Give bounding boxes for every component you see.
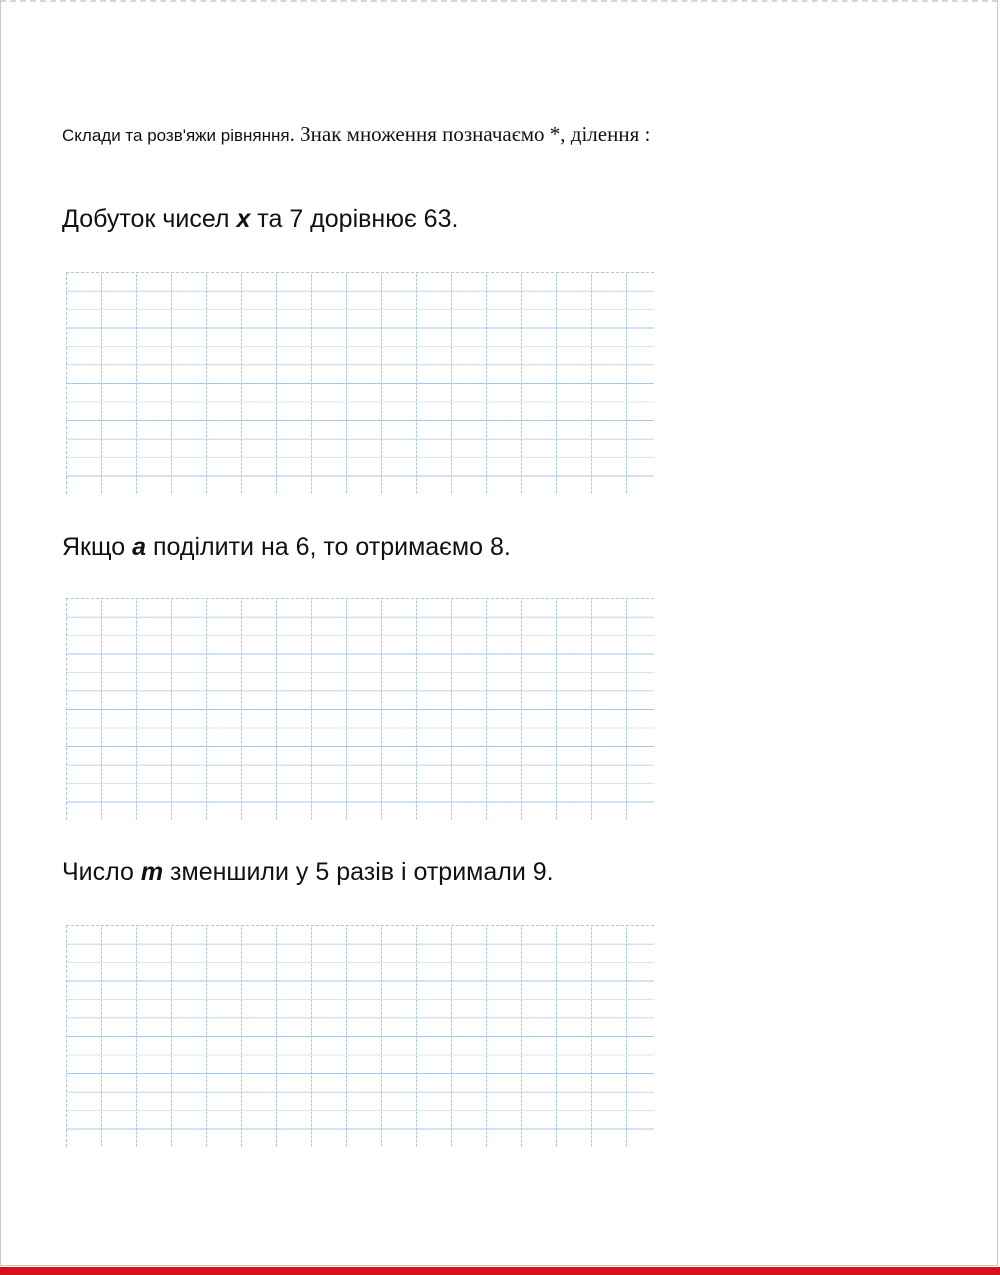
task-2-variable: a [132, 533, 147, 561]
task-1-text-after: та 7 дорівнює 63. [250, 205, 459, 233]
task-1-text-before: Добуток чисел [62, 205, 237, 233]
instruction-text [62, 122, 650, 147]
task-2-statement [62, 533, 511, 562]
task-1-variable: x [236, 205, 251, 233]
instruction-part-1: Склади та розв'яжи рівняння [62, 126, 290, 145]
task-1-answer-grid[interactable] [66, 272, 654, 494]
task-1-statement [62, 205, 458, 234]
task-3-variable: m [140, 858, 164, 886]
bottom-red-bar [0, 1267, 1000, 1275]
task-2-answer-grid[interactable] [66, 598, 654, 820]
task-3-text-after: зменшили у 5 разів і отримали 9. [163, 858, 554, 886]
task-2-text-after: поділити на 6, то отримаємо 8. [146, 533, 511, 561]
task-3-text-before: Число [62, 858, 141, 886]
task-3-statement [62, 858, 554, 887]
task-2-text-before: Якщо [62, 533, 133, 561]
instruction-part-2: . Знак множення позначаємо *, ділення : [289, 122, 651, 146]
task-3-answer-grid[interactable] [66, 925, 654, 1147]
